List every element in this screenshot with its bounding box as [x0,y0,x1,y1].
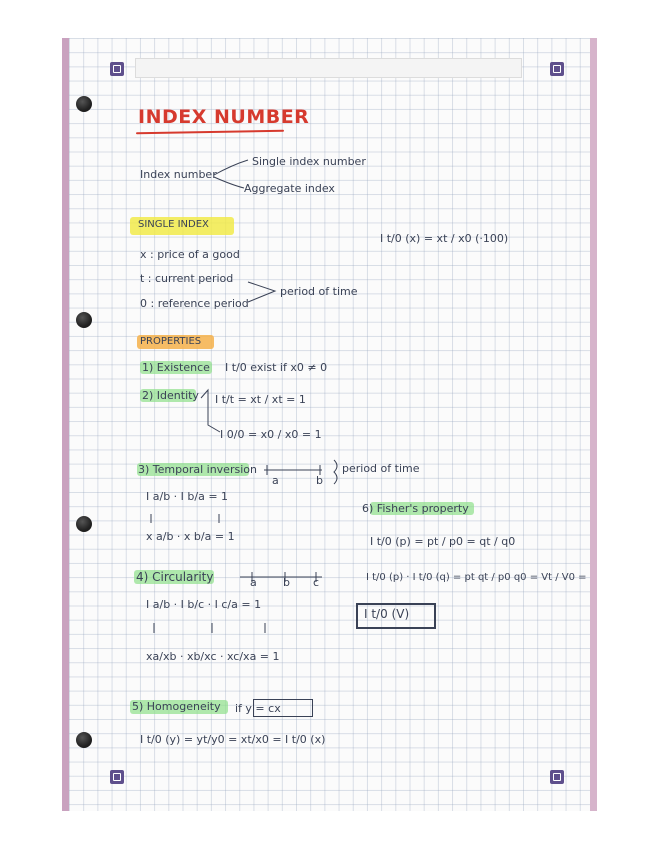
page-title: INDEX NUMBER [138,106,310,128]
fisher-eq-1: I t/0 (p) = pt / p0 = qt / q0 [370,535,516,548]
properties-heading: PROPERTIES [140,336,202,347]
temporal-axis-b: b [316,474,323,487]
circularity-axis-b: b [283,576,290,589]
property-existence-label: 1) Existence [142,361,210,374]
circularity-axis-c: c [313,576,320,589]
circularity-eq-1: I a/b · I b/c · I c/a = 1 [146,598,262,611]
intro-label: Index number [140,168,217,181]
property-fisher-label: 6) Fisher's property [362,502,469,515]
circularity-axis-a: a [250,576,257,589]
temporal-axis-a: a [272,474,279,487]
intro-branch-aggregate: Aggregate index [244,182,335,195]
property-homogeneity-label: 5) Homogeneity [132,700,221,713]
property-temporal-inversion-label: 3) Temporal inversion [138,463,257,476]
single-index-formula: I t/0 (x) = xt / x0 (·100) [380,232,509,245]
fisher-eq-2: I t/0 (p) · I t/0 (q) = pt qt / p0 q0 = Vt / V0 = [366,572,587,583]
definition-t: t : current period [140,272,234,285]
brace-label-period: period of time [280,285,358,298]
definition-0: 0 : reference period [140,297,249,310]
property-identity-eq-b: I 0/0 = x0 / x0 = 1 [220,428,322,441]
property-identity-label: 2) Identity [142,389,199,402]
intro-branch-single: Single index number [252,155,366,168]
fisher-boxed-result: I t/0 (V) [364,607,410,621]
homogeneity-condition: if y = cx [235,702,281,715]
circularity-eq-2: xa/xb · xb/xc · xc/xa = 1 [146,650,280,663]
single-index-heading: SINGLE INDEX [138,219,209,230]
temporal-brace-label: period of time [342,462,420,475]
property-existence-text: I t/0 exist if x0 ≠ 0 [225,361,328,374]
definition-x: x : price of a good [140,248,240,261]
temporal-eq-1: I a/b · I b/a = 1 [146,490,229,503]
temporal-eq-2: x a/b · x b/a = 1 [146,530,235,543]
homogeneity-eq: I t/0 (y) = yt/y0 = xt/x0 = I t/0 (x) [140,733,326,746]
property-circularity-label: 4) Circularity [136,570,214,584]
property-identity-eq-a: I t/t = xt / xt = 1 [215,393,306,406]
